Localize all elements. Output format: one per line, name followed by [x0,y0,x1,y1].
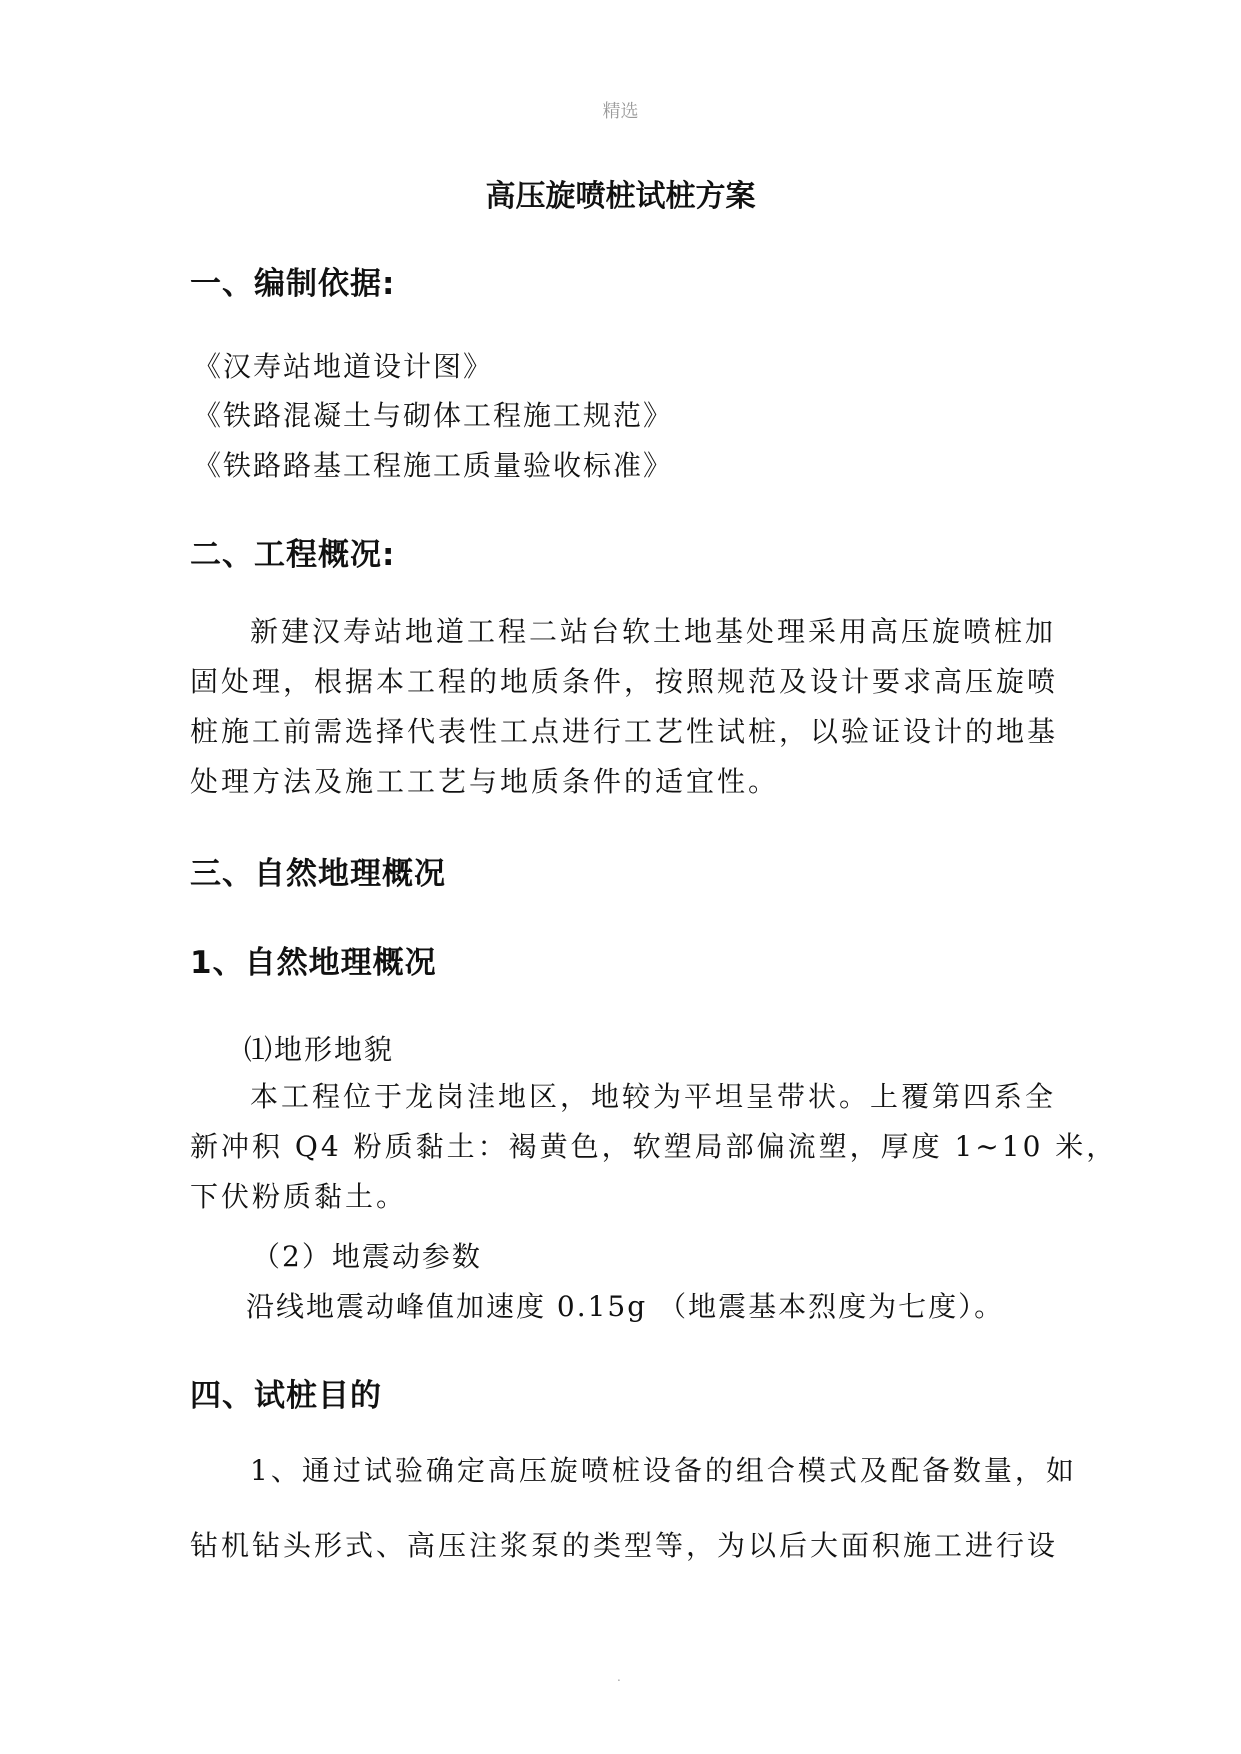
purpose-paragraph [190,1433,1077,1583]
reference-item: 《铁路混凝土与砌体工程施工规范》 [193,399,674,432]
paragraph-line: 处理方法及施工工艺与地质条件的适宜性。 [190,765,780,798]
page-header: 精选 [602,101,639,122]
paragraph-line: 固处理，根据本工程的地质条件，按照规范及设计要求高压旋喷 [190,665,1059,698]
paragraph-line: 1、通过试验确定高压旋喷桩设备的组合模式及配备数量，如 [250,1454,1077,1487]
paragraph-line: 本工程位于龙岗洼地区，地较为平坦呈带状。上覆第四系全 [250,1080,1057,1113]
reference-item: 《汉寿站地道设计图》 [193,350,494,383]
page-footer: . [617,1670,621,1684]
document-title: 高压旋喷桩试桩方案 [485,179,756,214]
section-heading-geography: 三、自然地理概况 [190,856,446,892]
paragraph-line: 新冲积 Q4 粉质黏土：褐黄色，软塑局部偏流塑，厚度 1~10 米， [190,1130,1118,1163]
section-heading-overview: 二、工程概况: [190,537,396,573]
paragraph-line: 新建汉寿站地道工程二站台软土地基处理采用高压旋喷桩加 [250,615,1057,648]
section-heading-basis: 一、编制依据: [190,266,396,302]
paragraph-line: 桩施工前需选择代表性工点进行工艺性试桩，以验证设计的地基 [190,715,1059,748]
reference-item: 《铁路路基工程施工质量验收标准》 [193,449,674,482]
item-heading-terrain: ⑴地形地貌 [244,1033,395,1066]
subsection-heading-geography: 1、自然地理概况 [190,945,437,981]
seismic-text: 沿线地震动峰值加速度 0.15g （地震基本烈度为七度）。 [246,1290,1005,1323]
paragraph-line: 下伏粉质黏土。 [190,1180,408,1213]
paragraph-line: 钻机钻头形式、高压注浆泵的类型等，为以后大面积施工进行设 [190,1529,1059,1562]
overview-paragraph [190,607,1070,807]
item-heading-seismic: （2）地震动参数 [252,1240,482,1273]
terrain-paragraph [190,1072,1118,1222]
section-heading-purpose: 四、试桩目的 [190,1378,382,1414]
